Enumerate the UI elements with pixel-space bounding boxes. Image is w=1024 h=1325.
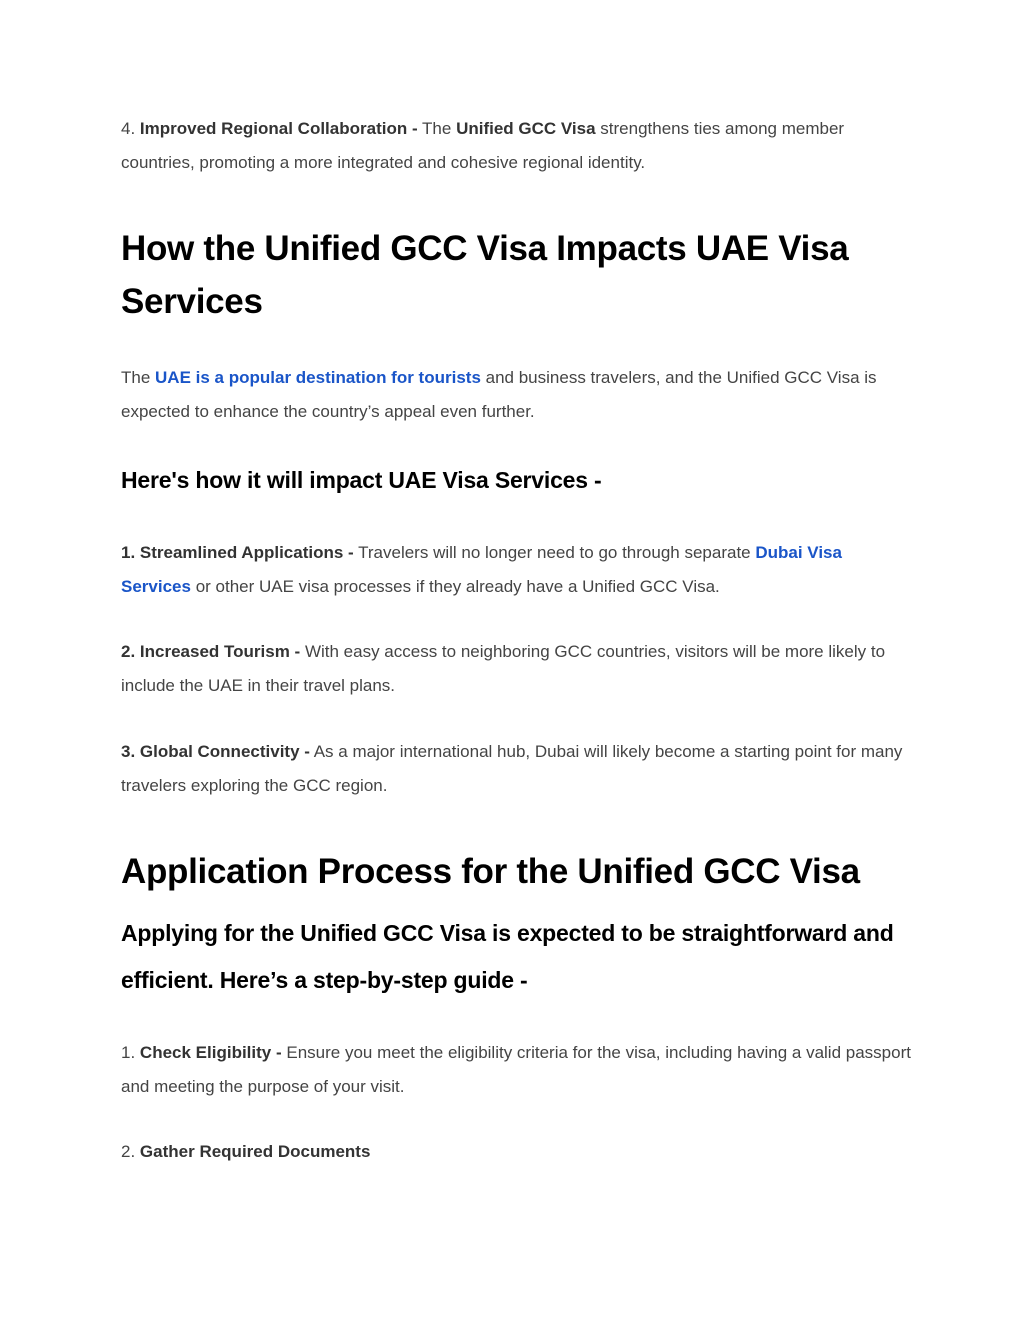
intro-pre: The xyxy=(121,368,151,387)
document-page xyxy=(121,112,911,1169)
impact-item-3-text: As a major international hub, Dubai will likely become a starting point for many travelers exploring the GCC region. xyxy=(121,742,903,795)
step-1-text: Ensure you meet the eligibility criteria for the visa, including having a valid passport and meeting the purpose of your visit. xyxy=(121,1043,911,1096)
uae-destination-link[interactable]: UAE is a popular destination for tourists xyxy=(155,368,481,387)
section-1-subheading: Here's how it will impact UAE Visa Services - xyxy=(121,467,602,493)
dubai-visa-services-link[interactable]: Dubai Visa Services xyxy=(121,543,842,596)
point-4-paragraph xyxy=(121,112,911,180)
step-2-number: 2. xyxy=(121,1142,136,1161)
point-4-text: strengthens ties among member countries, promoting a more integrated and cohesive regional identity. xyxy=(121,119,845,172)
point-4-label: Improved Regional Collaboration - xyxy=(139,119,418,138)
point-4-bold: Unified GCC Visa xyxy=(456,119,596,138)
point-4-pre: The xyxy=(422,119,452,138)
impact-item-2-text: With easy access to neighboring GCC countries, visitors will be more likely to include the UAE in their travel plans. xyxy=(121,642,886,695)
impact-item-3-label: 3. Global Connectivity - xyxy=(121,742,310,761)
section-1-title: How the Unified GCC Visa Impacts UAE Visa Services xyxy=(121,229,849,321)
impact-item-1 xyxy=(121,536,911,604)
impact-item-1-text-pre: Travelers will no longer need to go through separate xyxy=(358,543,751,562)
step-1-label: Check Eligibility - xyxy=(139,1043,282,1062)
impact-item-2 xyxy=(121,635,911,703)
step-2 xyxy=(121,1135,911,1169)
step-2-label: Gather Required Documents xyxy=(139,1142,371,1161)
point-4-number: 4. xyxy=(121,119,136,138)
impact-item-2-label: 2. Increased Tourism - xyxy=(121,642,301,661)
section-1-intro xyxy=(121,361,911,429)
step-1 xyxy=(121,1036,911,1104)
impact-item-1-text-post: or other UAE visa processes if they already have a Unified GCC Visa. xyxy=(195,577,720,596)
step-1-number: 1. xyxy=(121,1043,136,1062)
section-2-title: Application Process for the Unified GCC Visa xyxy=(121,852,860,891)
section-2-subheading: Applying for the Unified GCC Visa is expected to be straightforward and efficient. Here’s a step-by-step guide - xyxy=(121,920,894,993)
intro-post: and business travelers, and the Unified GCC Visa is expected to enhance the country’s appeal even further. xyxy=(121,368,877,421)
impact-item-1-label: 1. Streamlined Applications - xyxy=(121,543,354,562)
impact-item-3 xyxy=(121,735,911,803)
